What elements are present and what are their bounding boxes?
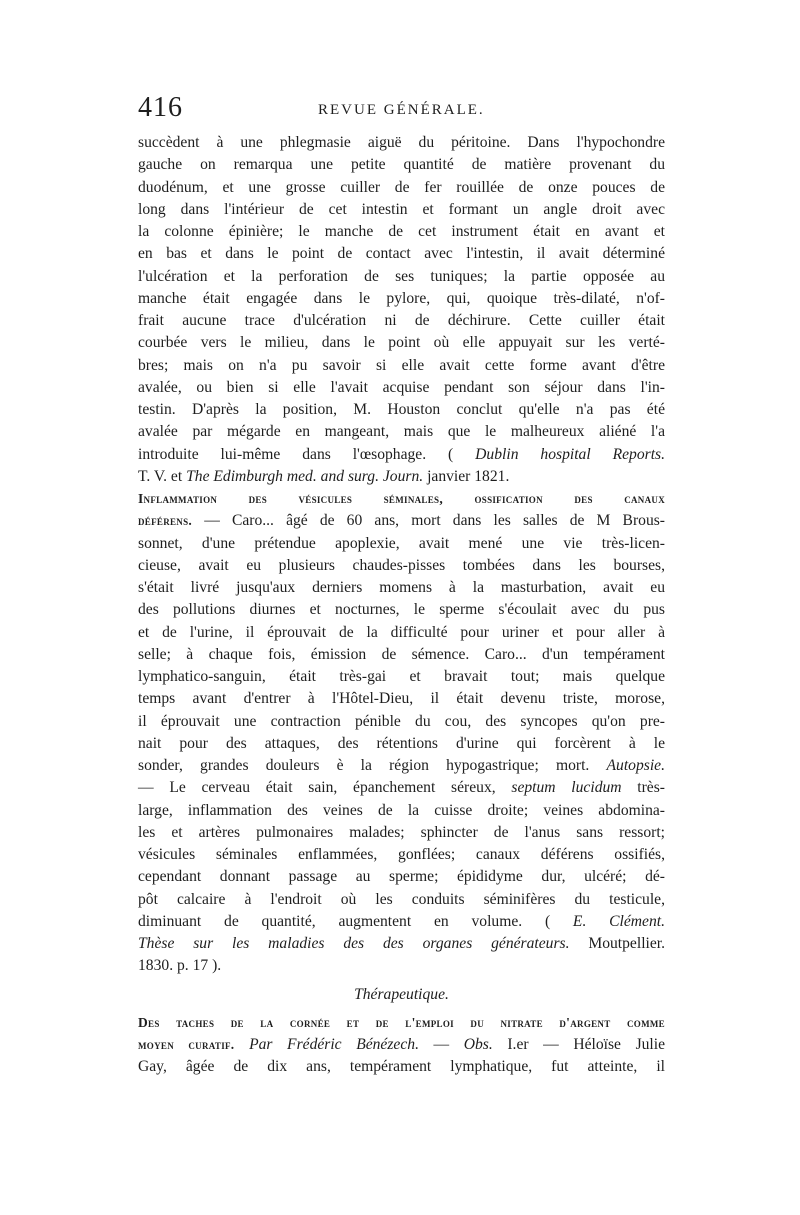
text-line: sonnet, d'une prétendue apoplexie, avait mené une vie très-licen- <box>138 534 665 552</box>
text-line: en bas et dans le point de contact avec l'intestin, il avait déterminé <box>138 245 665 263</box>
article-title: déférens. <box>138 513 193 529</box>
text-line: s'était livré jusqu'aux derniers momens à la masturbation, avait eu <box>138 579 665 596</box>
text-line: frait aucune trace d'ulcération ni de déchirure. Cette cuiller était <box>138 312 665 329</box>
article-title: moyen curatif. <box>138 1037 235 1052</box>
text-line: selle; à chaque fois, émission de sémence. Caro... d'un tempérament <box>138 645 665 663</box>
text-line <box>138 755 665 777</box>
article-title: Des taches de la cornée et de l'emploi du nitrate d'argent comme <box>138 1014 665 1030</box>
text-run: T. V. et <box>138 467 187 485</box>
running-head: REVUE GÉNÉRALE. <box>318 102 485 118</box>
text-line: des pollutions diurnes et nocturnes, le sperme s'écoulait avec du pus <box>138 601 665 619</box>
text-line <box>138 1034 665 1056</box>
citation-italic: The Edimburgh med. and surg. Journ. <box>186 467 424 485</box>
text-run: — <box>418 1036 464 1053</box>
latin-term-italic: septum lucidum <box>511 779 622 797</box>
text-line: courbée vers le milieu, dans le point où elle appuyait sur les verté- <box>138 334 665 352</box>
text-line: duodénum, et une grosse cuiller de fer rouillée de onze pouces de <box>138 178 665 196</box>
text-line: la colonne épinière; le manche de cet instrument était en avant et <box>138 223 665 240</box>
text-line: les et artères pulmonaires malades; sphincter de l'anus sans ressort; <box>138 823 665 841</box>
text-run: — Le cerveau était sain, épanchement séreux, <box>138 779 512 797</box>
text-line <box>138 510 665 532</box>
text-line <box>138 933 665 955</box>
text-line: avalée, ou bien si elle l'avait acquise pendant son séjour dans l'in- <box>138 378 665 396</box>
text-run: — Caro... âgé de 60 ans, mort dans les salles de M Brous- <box>192 512 665 530</box>
article-title-line <box>138 488 665 510</box>
text-run: Moutpellier. <box>569 935 666 952</box>
text-line: et de l'urine, il éprouvait de la difficulté pour uriner et pour aller à <box>138 623 665 641</box>
text-run: janvier 1821. <box>423 467 510 485</box>
text-line: manche était engagée dans le pylore, qui, quoique très-dilaté, n'of- <box>138 289 665 307</box>
citation-italic: Thèse sur les maladies des des organes générateurs. <box>138 935 570 952</box>
text-line <box>138 911 665 933</box>
text-line: gauche on remarqua une petite quantité de matière provenant du <box>138 156 665 174</box>
article-title-line <box>138 1012 665 1034</box>
text-line: testin. D'après la position, M. Houston conclut qu'elle n'a pas été <box>138 401 665 418</box>
page-header <box>138 92 668 132</box>
citation-italic: E. Clément. <box>572 912 665 930</box>
text-line: Gay, âgée de dix ans, tempérament lymphatique, fut atteinte, il <box>138 1058 665 1076</box>
text-run: diminuant de quantité, augmentent en volume. ( <box>138 912 573 930</box>
text-line: avalée par mégarde en mangeant, mais que le malheureux aliéné l'a <box>138 423 665 441</box>
text-line <box>138 444 665 466</box>
article-title: Inflammation des vésicules séminales, ossification des canaux <box>138 491 665 506</box>
text-line <box>138 777 665 799</box>
text-line: bres; mais on n'a pu savoir si elle avait cette forme avant d'être <box>138 356 665 374</box>
text-line: vésicules séminales enflammées, gonflées; canaux déférens ossifiés, <box>138 846 665 863</box>
obs-italic: Obs. <box>463 1036 493 1053</box>
text-line: cependant donnant passage au sperme; épididyme dur, ulcéré; dé- <box>138 868 665 886</box>
text-line: 1830. p. 17 ). <box>138 957 222 975</box>
text-line: large, inflammation des veines de la cuisse droite; veines abdomina- <box>138 801 665 819</box>
page-body <box>138 132 665 1079</box>
text-run: sonder, grandes douleurs è la région hypogastrique; mort. <box>138 757 607 774</box>
text-line <box>138 466 665 488</box>
text-line: il éprouvait une contraction pénible du cou, des syncopes qu'on pre- <box>138 712 665 730</box>
text-line: succèdent à une phlegmasie aiguë du péritoine. Dans l'hypochondre <box>138 134 665 151</box>
section-heading-line <box>138 984 665 1006</box>
page-number: 416 <box>138 92 183 123</box>
text-line: long dans l'intérieur de cet intestin et formant un angle droit avec <box>138 200 665 218</box>
text-line: cieuse, avait eu plusieurs chaudes-pisses tombées dans les bourses, <box>138 556 665 574</box>
text-line: lymphatico-sanguin, était très-gai et bravait tout; mais quelque <box>138 668 665 685</box>
citation-italic: Dublin hospital Reports. <box>475 445 665 463</box>
text-line: temps avant d'entrer à l'Hôtel-Dieu, il était devenu triste, morose, <box>138 690 665 708</box>
text-run: introduite lui-même dans l'œsophage. ( <box>138 445 454 463</box>
text-line: l'ulcération et la perforation de ses tuniques; la partie opposée au <box>138 267 665 285</box>
author-italic: Par Frédéric Bénézech. <box>234 1036 419 1053</box>
text-line: nait pour des attaques, des rétentions d'urine qui forcèrent à le <box>138 734 665 752</box>
section-heading: Thérapeutique. <box>354 985 449 1003</box>
autopsie-italic: Autopsie. <box>606 757 665 774</box>
text-run: très- <box>621 779 665 797</box>
text-run: I.er — Héloïse Julie <box>492 1036 666 1053</box>
text-line: pôt calcaire à l'endroit où les conduits séminifères du testicule, <box>138 890 665 908</box>
